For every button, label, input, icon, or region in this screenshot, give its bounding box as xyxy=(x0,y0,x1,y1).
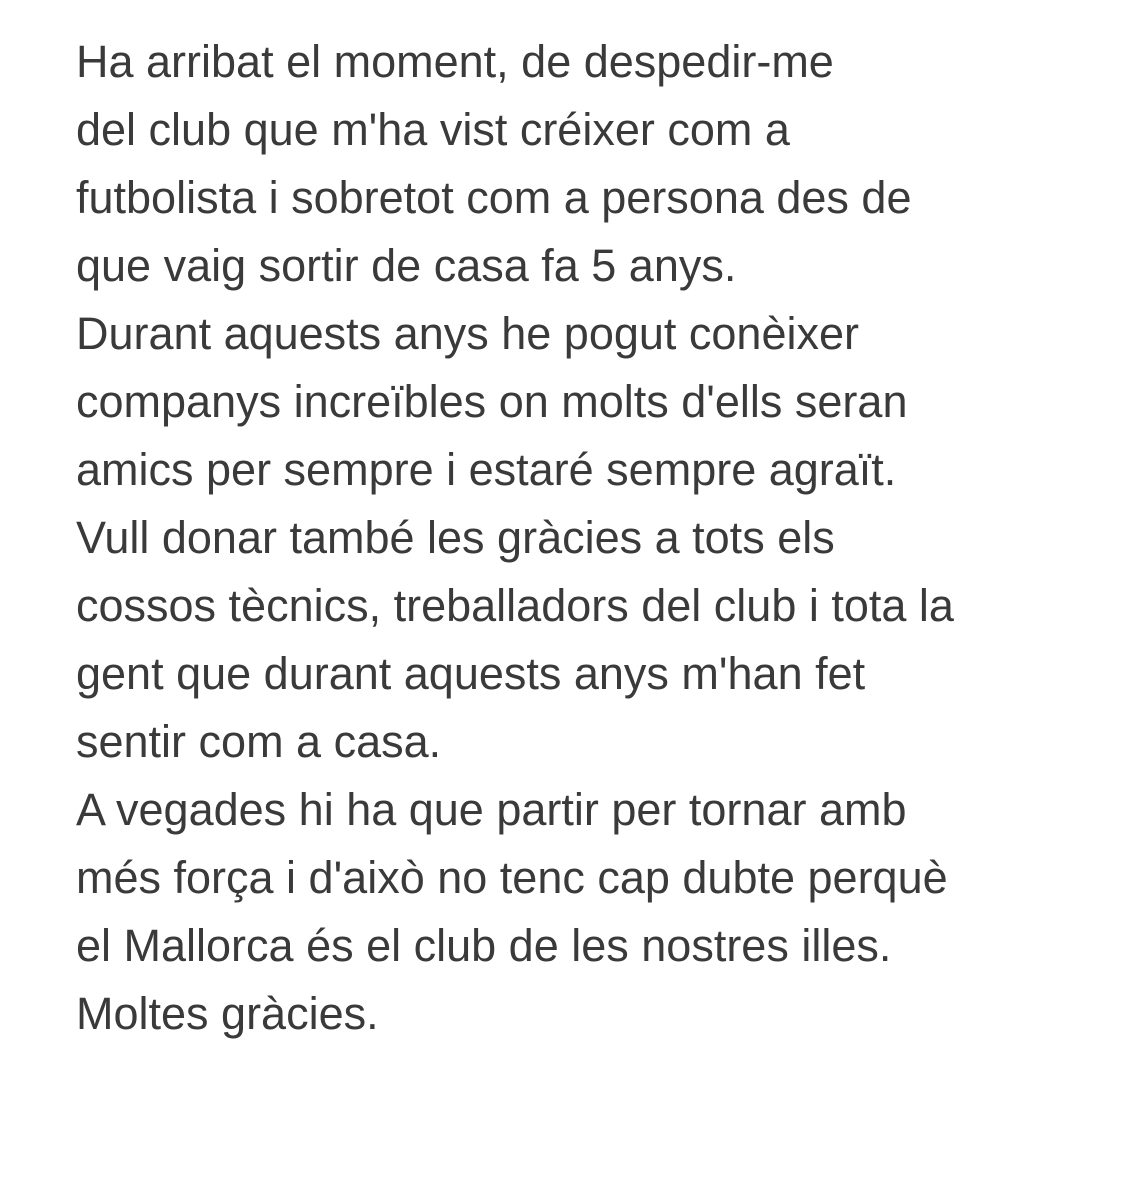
note-line: Moltes gràcies. xyxy=(76,988,379,1039)
note-line: que vaig sortir de casa fa 5 anys. xyxy=(76,240,737,291)
note-line: gent que durant aquests anys m'han fet xyxy=(76,648,866,699)
note-line: del club que m'ha vist créixer com a xyxy=(76,104,790,155)
note-line: més força i d'això no tenc cap dubte perquè xyxy=(76,852,948,903)
note-line: Vull donar també les gràcies a tots els xyxy=(76,512,835,563)
note-line: amics per sempre i estaré sempre agraït. xyxy=(76,444,897,495)
note-line: futbolista i sobretot com a persona des de xyxy=(76,172,912,223)
note-line: el Mallorca és el club de les nostres illes. xyxy=(76,920,892,971)
note-line: cossos tècnics, treballadors del club i tota la xyxy=(76,580,954,631)
note-line: Durant aquests anys he pogut conèixer xyxy=(76,308,859,359)
note-line: sentir com a casa. xyxy=(76,716,442,767)
note-text-body xyxy=(76,28,1106,1048)
note-line: A vegades hi ha que partir per tornar amb xyxy=(76,784,907,835)
note-line: companys increïbles on molts d'ells seran xyxy=(76,376,908,427)
note-line: Ha arribat el moment, de despedir-me xyxy=(76,36,834,87)
